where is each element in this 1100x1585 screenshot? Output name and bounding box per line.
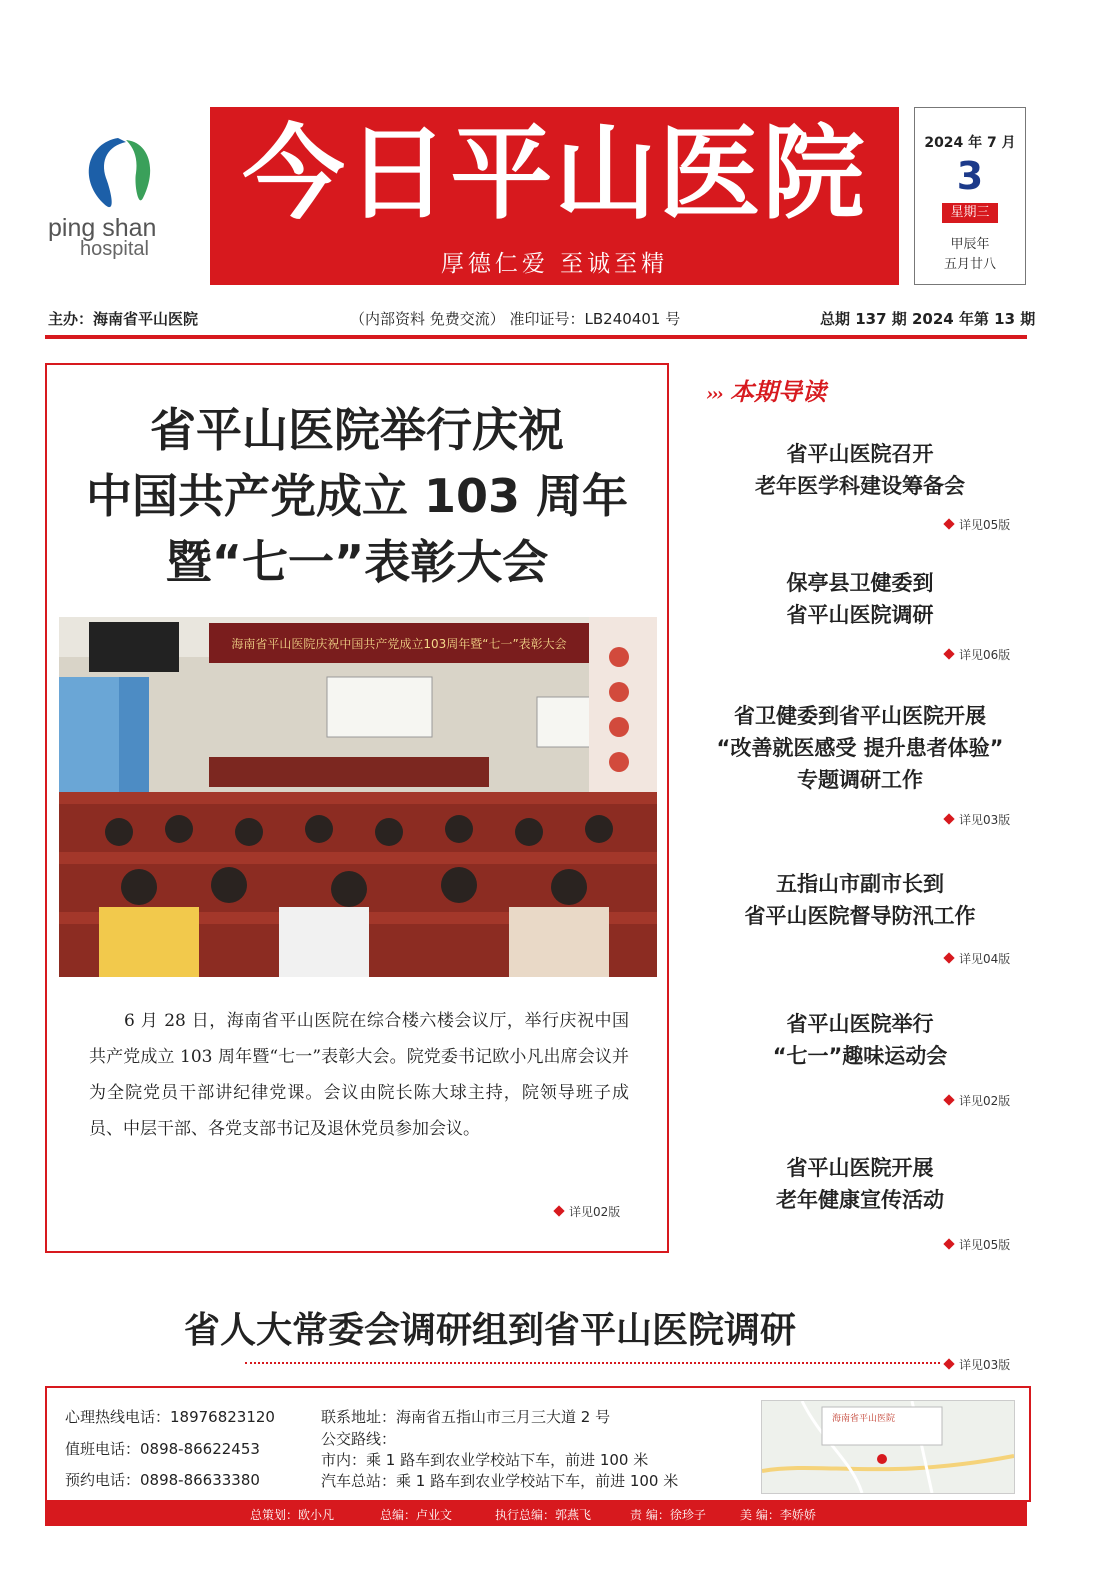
guide-item[interactable] <box>700 700 1020 796</box>
guide-line: “七一”趣味运动会 <box>772 1044 948 1068</box>
diamond-icon <box>943 518 954 529</box>
guide-line: 五指山市副市长到 <box>776 872 944 896</box>
guide-see-more[interactable] <box>945 1092 1010 1109</box>
diamond-icon <box>943 813 954 824</box>
internal-info: （内部资料 免费交流） 准印证号：LB240401 号 <box>350 310 681 328</box>
see-more-label: 详见03版 <box>959 1358 1011 1372</box>
see-more-label: 详见05版 <box>959 518 1011 532</box>
bottom-headline[interactable]: 省人大常委会调研组到省平山医院调研 <box>183 1310 796 1351</box>
contact-box <box>45 1386 1031 1502</box>
see-more-label: 详见03版 <box>959 813 1011 827</box>
guide-see-more[interactable] <box>945 646 1010 663</box>
bus-station: 汽车总站：乘 1 路车到农业学校站下车，前进 100 米 <box>321 1472 679 1490</box>
guide-line: 省卫健委到省平山医院开展 <box>734 704 986 728</box>
guide-see-more[interactable] <box>945 1236 1010 1253</box>
masthead-motto: 厚德仁爱 至诚至精 <box>440 251 669 277</box>
headline-line: 暨“七一”表彰大会 <box>165 535 549 589</box>
see-more-label: 详见02版 <box>959 1094 1011 1108</box>
date-lunar-year: 甲辰年 <box>950 237 990 252</box>
credit-item: 执行总编：郭燕飞 <box>495 1508 592 1522</box>
guide-line: 省平山医院督导防汛工作 <box>744 904 976 928</box>
date-year-month: 2024 年 7 月 <box>924 135 1016 151</box>
hotline: 心理热线电话：18976823120 <box>65 1408 275 1426</box>
diamond-icon <box>943 1238 954 1249</box>
meeting-photo <box>59 617 657 977</box>
masthead-title: 今日平山医院 <box>242 115 867 234</box>
bottom-see-more[interactable] <box>945 1356 1010 1373</box>
address: 联系地址：海南省五指山市三月三大道 2 号 <box>321 1408 611 1426</box>
guide-item[interactable] <box>715 1008 1005 1072</box>
guide-item[interactable] <box>715 1152 1005 1216</box>
logo-text-top: ping shan <box>48 214 157 242</box>
guide-line: 保亭县卫健委到 <box>786 571 934 595</box>
map-pin-icon <box>877 1454 887 1464</box>
lead-see-more[interactable] <box>555 1203 620 1220</box>
guide-see-more[interactable] <box>945 950 1010 967</box>
logo-mark-icon <box>48 128 198 228</box>
diamond-icon <box>943 1358 954 1369</box>
guide-line: 省平山医院举行 <box>786 1012 934 1036</box>
see-more-label: 详见04版 <box>959 952 1011 966</box>
guide-item[interactable] <box>715 438 1005 502</box>
guide-line: 老年医学科建设筹备会 <box>755 474 965 498</box>
diamond-icon <box>943 648 954 659</box>
guide-see-more[interactable] <box>945 516 1010 533</box>
date-day: 3 <box>956 154 984 198</box>
guide-item[interactable] <box>715 868 1005 932</box>
headline-line: 省平山医院举行庆祝 <box>150 403 564 457</box>
guide-line: 老年健康宣传活动 <box>776 1188 944 1212</box>
credits-bar <box>45 1502 1027 1526</box>
logo-text-bottom: hospital <box>80 238 149 260</box>
see-more-label: 详见05版 <box>959 1238 1011 1252</box>
headline-line: 中国共产党成立 103 周年 <box>85 469 629 523</box>
date-lunar-day: 五月廿八 <box>943 257 996 272</box>
arrow-icon: ››› <box>706 384 722 405</box>
duty-phone: 值班电话：0898-86622453 <box>65 1440 260 1458</box>
guide-line: “改善就医感受 提升患者体验” <box>716 736 1004 760</box>
diamond-icon <box>553 1205 564 1216</box>
lead-headline <box>47 397 667 595</box>
bottom-dotted-rule <box>245 1362 940 1364</box>
credit-item: 美 编：李娇娇 <box>740 1508 816 1522</box>
lead-body-text: 6 月 28 日，海南省平山医院在综合楼六楼会议厅，举行庆祝中国共产党成立 103 周年暨“七一”表彰大会。院党委书记欧小凡出席会议并为全院党员干部讲纪律党课。会议由院长陈大球主持，院领导班子成员、中层干部、各党支部书记及退休党员参加会议。 <box>89 1011 629 1139</box>
see-more-label: 详见06版 <box>959 648 1011 662</box>
bus-city: 市内：乘 1 路车到农业学校站下车，前进 100 米 <box>321 1451 649 1469</box>
photo-banner-text: 海南省平山医院庆祝中国共产党成立103周年暨“七一”表彰大会 <box>231 637 567 651</box>
bus-title: 公交路线： <box>321 1430 397 1448</box>
date-weekday: 星期三 <box>942 203 998 223</box>
diamond-icon <box>943 1094 954 1105</box>
lead-body <box>89 1003 629 1147</box>
credit-item: 总编：卢业文 <box>380 1508 453 1522</box>
header-rule <box>45 335 1027 339</box>
guide-line: 省平山医院调研 <box>786 603 934 627</box>
location-map[interactable] <box>761 1400 1015 1494</box>
booking-phone: 预约电话：0898-86633380 <box>65 1471 260 1489</box>
credit-item: 总策划：欧小凡 <box>250 1508 335 1522</box>
date-box <box>914 107 1026 285</box>
sponsor-info: 主办：海南省平山医院 <box>48 310 199 328</box>
guide-heading <box>706 372 826 407</box>
guide-line: 专题调研工作 <box>797 768 923 792</box>
issue-info: 总期 137 期 2024 年第 13 期 <box>820 310 1036 328</box>
guide-heading-label: 本期导读 <box>729 377 826 406</box>
map-label: 海南省平山医院 <box>832 1414 896 1424</box>
guide-line: 省平山医院召开 <box>786 442 934 466</box>
guide-item[interactable] <box>715 567 1005 631</box>
guide-line: 省平山医院开展 <box>786 1156 934 1180</box>
masthead <box>210 107 899 285</box>
credit-item: 责 编：徐珍子 <box>630 1508 706 1522</box>
diamond-icon <box>943 952 954 963</box>
lead-article <box>45 363 669 1253</box>
guide-see-more[interactable] <box>945 811 1010 828</box>
see-more-label: 详见02版 <box>569 1205 621 1219</box>
